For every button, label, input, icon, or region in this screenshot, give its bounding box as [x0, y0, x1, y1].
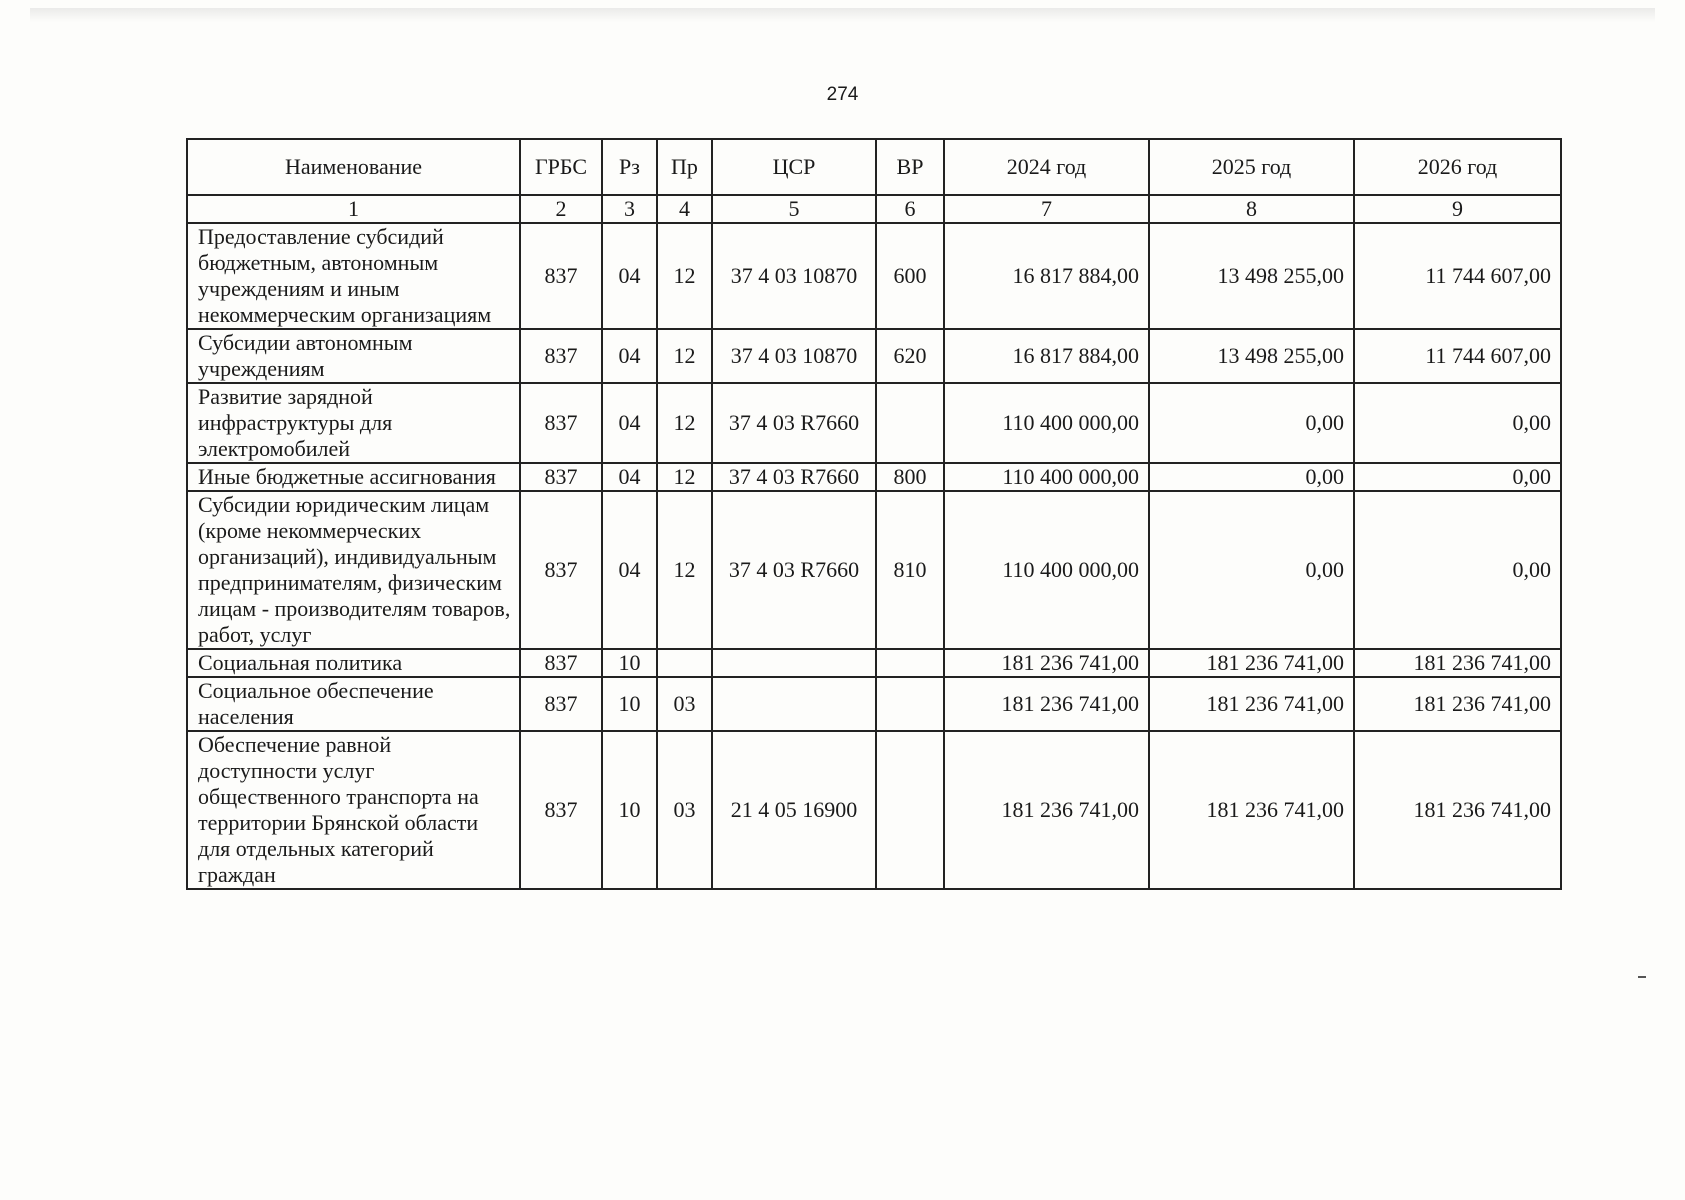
column-number: 6 — [876, 195, 944, 223]
header-row — [187, 139, 1561, 195]
row-2026: 0,00 — [1354, 463, 1561, 491]
row-2025: 181 236 741,00 — [1149, 677, 1354, 731]
row-2025: 13 498 255,00 — [1149, 223, 1354, 329]
row-2024: 110 400 000,00 — [944, 463, 1149, 491]
table-row — [187, 329, 1561, 383]
row-grbs: 837 — [520, 383, 602, 463]
row-csr — [712, 649, 876, 677]
table-row — [187, 649, 1561, 677]
header-vr: ВР — [876, 139, 944, 195]
row-pr: 12 — [657, 491, 712, 649]
row-name: Социальное обеспечение населения — [187, 677, 520, 731]
header-grbs: ГРБС — [520, 139, 602, 195]
header-2024: 2024 год — [944, 139, 1149, 195]
row-2024: 181 236 741,00 — [944, 731, 1149, 889]
column-number-row — [187, 195, 1561, 223]
table-row — [187, 491, 1561, 649]
row-grbs: 837 — [520, 463, 602, 491]
row-rz: 10 — [602, 649, 657, 677]
row-grbs: 837 — [520, 649, 602, 677]
row-pr: 12 — [657, 383, 712, 463]
row-grbs: 837 — [520, 223, 602, 329]
column-number: 1 — [187, 195, 520, 223]
row-csr: 37 4 03 R7660 — [712, 383, 876, 463]
row-2026: 181 236 741,00 — [1354, 649, 1561, 677]
column-number: 2 — [520, 195, 602, 223]
row-pr: 03 — [657, 677, 712, 731]
row-vr — [876, 677, 944, 731]
header-name: Наименование — [187, 139, 520, 195]
column-number: 3 — [602, 195, 657, 223]
row-vr — [876, 383, 944, 463]
page-number: 274 — [826, 84, 859, 105]
header-rz: Рз — [602, 139, 657, 195]
row-pr — [657, 649, 712, 677]
header-2025: 2025 год — [1149, 139, 1354, 195]
table-row — [187, 223, 1561, 329]
row-2024: 110 400 000,00 — [944, 383, 1149, 463]
row-2024: 16 817 884,00 — [944, 223, 1149, 329]
table-row — [187, 383, 1561, 463]
row-2025: 13 498 255,00 — [1149, 329, 1354, 383]
column-number: 4 — [657, 195, 712, 223]
row-2025: 181 236 741,00 — [1149, 649, 1354, 677]
row-csr: 37 4 03 10870 — [712, 329, 876, 383]
row-2025: 0,00 — [1149, 491, 1354, 649]
row-csr: 37 4 03 10870 — [712, 223, 876, 329]
row-pr: 12 — [657, 463, 712, 491]
row-rz: 04 — [602, 491, 657, 649]
row-grbs: 837 — [520, 731, 602, 889]
row-2026: 11 744 607,00 — [1354, 329, 1561, 383]
row-2024: 16 817 884,00 — [944, 329, 1149, 383]
row-2024: 181 236 741,00 — [944, 649, 1149, 677]
row-2026: 11 744 607,00 — [1354, 223, 1561, 329]
row-name: Иные бюджетные ассигнования — [187, 463, 520, 491]
row-2025: 181 236 741,00 — [1149, 731, 1354, 889]
header-pr: Пр — [657, 139, 712, 195]
row-2026: 0,00 — [1354, 491, 1561, 649]
row-rz: 04 — [602, 223, 657, 329]
row-2026: 0,00 — [1354, 383, 1561, 463]
row-rz: 04 — [602, 463, 657, 491]
row-2026: 181 236 741,00 — [1354, 677, 1561, 731]
budget-table — [186, 138, 1562, 890]
row-pr: 03 — [657, 731, 712, 889]
row-csr: 37 4 03 R7660 — [712, 463, 876, 491]
row-2025: 0,00 — [1149, 463, 1354, 491]
row-vr — [876, 731, 944, 889]
scan-edge-shadow — [30, 8, 1655, 22]
row-pr: 12 — [657, 223, 712, 329]
row-vr: 600 — [876, 223, 944, 329]
margin-mark — [1638, 976, 1646, 978]
row-name: Субсидии юридическим лицам (кроме некоммерческих организаций), индивидуальным предпринимателям, физическим лицам - производителям товаров, работ, услуг — [187, 491, 520, 649]
row-name: Обеспечение равной доступности услуг общественного транспорта на территории Брянской области для отдельных категорий граждан — [187, 731, 520, 889]
row-rz: 10 — [602, 677, 657, 731]
row-grbs: 837 — [520, 677, 602, 731]
table-row — [187, 463, 1561, 491]
row-vr: 800 — [876, 463, 944, 491]
row-name: Субсидии автономным учреждениям — [187, 329, 520, 383]
row-name: Предоставление субсидий бюджетным, автономным учреждениям и иным некоммерческим организациям — [187, 223, 520, 329]
row-2024: 181 236 741,00 — [944, 677, 1149, 731]
header-csr: ЦСР — [712, 139, 876, 195]
row-rz: 04 — [602, 383, 657, 463]
row-2025: 0,00 — [1149, 383, 1354, 463]
row-csr: 37 4 03 R7660 — [712, 491, 876, 649]
row-2024: 110 400 000,00 — [944, 491, 1149, 649]
table-row — [187, 677, 1561, 731]
row-grbs: 837 — [520, 491, 602, 649]
header-2026: 2026 год — [1354, 139, 1561, 195]
row-csr — [712, 677, 876, 731]
column-number: 7 — [944, 195, 1149, 223]
row-rz: 10 — [602, 731, 657, 889]
row-rz: 04 — [602, 329, 657, 383]
row-pr: 12 — [657, 329, 712, 383]
row-csr: 21 4 05 16900 — [712, 731, 876, 889]
row-grbs: 837 — [520, 329, 602, 383]
column-number: 5 — [712, 195, 876, 223]
row-vr — [876, 649, 944, 677]
column-number: 8 — [1149, 195, 1354, 223]
row-vr: 810 — [876, 491, 944, 649]
column-number: 9 — [1354, 195, 1561, 223]
row-vr: 620 — [876, 329, 944, 383]
row-name: Социальная политика — [187, 649, 520, 677]
row-2026: 181 236 741,00 — [1354, 731, 1561, 889]
table-row — [187, 731, 1561, 889]
row-name: Развитие зарядной инфраструктуры для электромобилей — [187, 383, 520, 463]
